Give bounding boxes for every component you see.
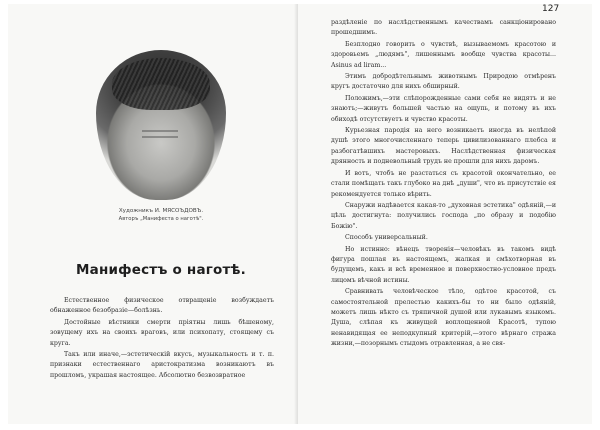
left-paragraph: Естественное физическое отвращеніе возбуждаетъ обнаженное безобразіе—болѣзнь.	[50, 297, 274, 315]
portrait-caption-author: Авторъ „Манифеста о наготѣ".	[118, 216, 204, 222]
right-paragraph: Курьезная пародія на него возникаетъ иногда въ нелѣпой душѣ этого многочисленнаго теперь цивилизованнаго плебса и разбогатѣвшихъ мастеровыхъ. Наслѣдственная физическая дрянность и подневольный трудъ не прошли для нихъ даромъ.	[331, 127, 556, 166]
portrait-photo	[96, 50, 226, 200]
right-paragraph: раздѣленіе по наслѣдственнымъ качествамъ санкціонировано прошедшимъ.	[331, 19, 556, 37]
right-paragraph: Снаружи надѣвается какая-то „духовная эстетика" одѣяній,—и цѣль достигнута: получились господа „по образу и подобію Божію".	[331, 201, 556, 230]
right-text-column	[331, 18, 556, 351]
right-paragraph: Безплодно говорить о чувствѣ, вызываемомъ красотою и здоровьемъ „людямъ", лишеннымъ вообще чувства красоты... Asinus ad liram...	[331, 40, 556, 69]
left-paragraph: Достойные вѣстники смерти пріятны лишь бѣшеному, зовущему ихъ на своихъ враговъ, или психопату, стоящему съ круга.	[50, 318, 274, 347]
portrait-caption-artist: Художникъ И. МЯСОЪДОВЪ.	[118, 208, 204, 214]
right-paragraph: Но истинно: вѣнецъ творенія—человѣкъ въ такомъ видѣ фигура пошлая въ настоящемъ, жалкая и смѣхотворная въ будущемъ, какъ и всѣ временное и поверхностно-условное предъ лицомъ вѣчной истины.	[331, 245, 556, 284]
right-paragraph: Способъ универсальный.	[345, 234, 428, 242]
page-number: 127	[542, 4, 560, 14]
right-paragraph: Сравнивать человѣческое тѣло, одѣтое красотой, съ самостоятельной прелестью какихъ-бы то ни было одѣяній, можетъ лишь нѣкто съ тряпичной душой или лукавымъ языкомъ. Душа, слѣпая къ живущей воплощенной Красотѣ, тупою ненавидящая ее неподкупный критерій,—этого вѣрнаго стража жизни,—позорнымъ стыдомъ отравленная, а не свя-	[331, 288, 556, 348]
right-paragraph: Этимъ добродѣтельнымъ животнымъ Природою отмѣренъ кругъ достаточно для нихъ обширный.	[331, 73, 556, 91]
left-text-column	[50, 296, 274, 382]
manifesto-heading: Манифестъ о наготѣ.	[76, 262, 246, 278]
right-paragraph: Положимъ,—эти слѣпорожденные сами себя не видятъ и не знаютъ;—живутъ большей частью на ощупь, и потому въ ихъ обиходѣ отсутствуетъ и чувство красоты.	[331, 94, 556, 123]
right-paragraph: И вотъ, чтобъ не разстаться съ красотой окончательно, ее стали помѣщать такъ глубоко на днѣ „души", что въ присутствіе ея рекомендуется только вѣрить.	[331, 169, 556, 198]
left-paragraph: Такъ или иначе,—эстетическій вкусъ, музыкальность и т. п. признаки естественнаго аристократизма возникаютъ въ прошломъ, украшая настоящее. Абсолютно безвозвратное	[50, 351, 274, 379]
left-page	[8, 4, 299, 424]
